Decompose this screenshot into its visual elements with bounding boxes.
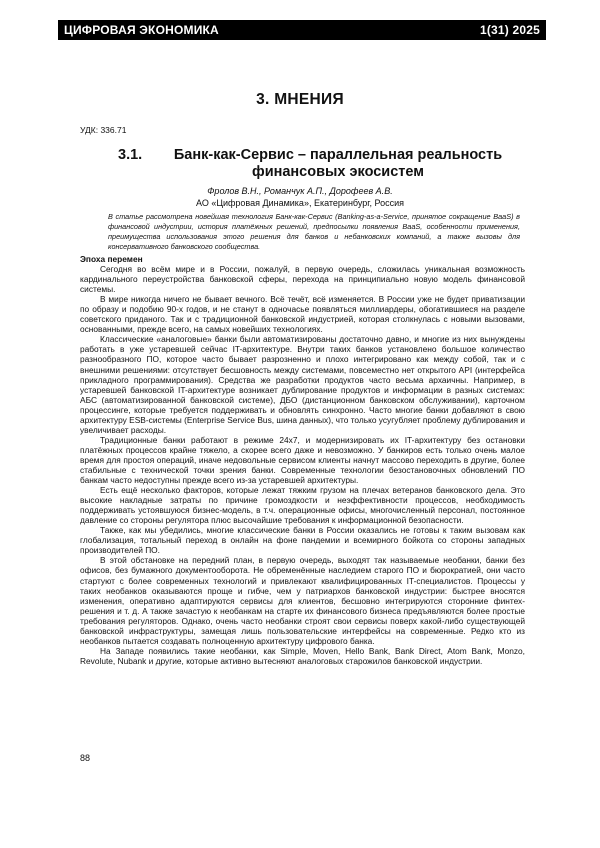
paragraph: Есть ещё несколько факторов, которые лежат тяжким грузом на плечах ветеранов банковского дела. Это высокие накладные затраты по причине громоздкости и неэффективности процессов, необходимость поддерживать устоявшуюся бизнес-модель, в т.ч. операционные офисы, многочисленный персонал, постоянное давление со стороны регулятора плюс высочайшие требования к информационной безопасности.: [80, 485, 525, 525]
subheading: Эпоха перемен: [80, 254, 525, 264]
paragraph: Сегодня во всём мире и в России, пожалуй, в первую очередь, сложилась уникальная возможность кардинального переустройства банковской сферы, перехода на принципиально новую модель финансовой системы.: [80, 264, 525, 294]
journal-header-bar: [58, 20, 546, 40]
udc-code: УДК: 336.71: [80, 125, 126, 135]
paragraph: Также, как мы убедились, многие классические банки в России оказались не готовы к таким вызовам как глобализация, тотальный переход в онлайн на фоне пандемии и всемирного бойкота со стороны западных производителей ПО.: [80, 525, 525, 555]
journal-name: ЦИФРОВАЯ ЭКОНОМИКА: [64, 23, 219, 37]
paragraph: На Западе появились такие необанки, как Simple, Moven, Hello Bank, Bank Direct, Atom Bank, Monzo, Revolute, Nubank и другие, которые активно вытесняют аналоговых старожилов банковской индустрии.: [80, 646, 525, 666]
article-number: 3.1.: [118, 147, 142, 164]
article-body: [80, 254, 525, 666]
article-title-text: Банк-как-Сервис – параллельная реальность финансовых экосистем: [158, 147, 518, 181]
authors-block: [80, 186, 520, 209]
author-names: Фролов В.Н., Романчук А.П., Дорофеев А.В.: [80, 186, 520, 198]
paragraph: Классические «аналоговые» банки были автоматизированы достаточно давно, и многие из них вынуждены работать в уже устаревшей сейчас IT-архитектуре. Внутри таких банков установлено большое количество разнообразного ПО, которое часто бывает разрозненно и плохо интегрировано как между собой, так и с внешними решениями: отсутствует бесшовность между системами, повсеместно нет открытого API (интерфейса прикладного программирования). Средства же разработки продуктов часто весьма архаичны. Например, в устаревшей банковской IT-архитектуре возникает дублирование продуктов и информации в разных системах: АБС (автоматизированной банковской системе), ДБО (дистанционном банковском обслуживании), карточном процессинге, которые требуется поддерживать и обновлять синхронно. Часто многие банки добавляют в свою архитектуру ESB-системы (Enterprise Service Bus, шина данных), что только усугубляет проблему дублирования и увеличивает расходы.: [80, 334, 525, 434]
page-number: 88: [80, 753, 90, 763]
journal-issue: 1(31) 2025: [480, 23, 540, 37]
section-title: 3. МНЕНИЯ: [0, 91, 600, 109]
author-affiliation: АО «Цифровая Динамика», Екатеринбург, Россия: [80, 198, 520, 210]
article-abstract: В статье рассмотрена новейшая технология Банк-как-Сервис (Banking-as-a-Service, принятое сокращение BaaS) в финансовой индустрии, история платёжных решений, предпосылки появления BaaS, особенности применения, преимущества использования этого решения для банков и небанковских компаний, а также вызовы для консервативного банковского сообщества.: [108, 212, 520, 252]
paragraph: В этой обстановке на передний план, в первую очередь, выходят так называемые необанки, банки без офисов, без бумажного документооборота. Не обременённые наследием старого ПО и бюрократией, они часто стартуют с более современных технологий и привлекают квалифицированных IT-специалистов. Процессы у таких необанков оказываются проще и гибче, чем у патриархов банковской индустрии: быстрее вносятся изменения, оперативно адаптируются сервисы для клиентов, бесшовно интегрируются сторонние финтех-решения и т. д. А также зачастую к необанкам на старте их финансового бизнеса предъявляются более простые требования регуляторов. Однако, очень часто необанки строят свои сервисы поверх какой-либо существующей банковской инфраструктуры, замещая лишь пользовательские интерфейсы на современные. Редко кто из необанков пытается создавать полноценную архитектуру цифрового банка.: [80, 555, 525, 645]
paragraph: Традиционные банки работают в режиме 24x7, и модернизировать их IT-архитектуру без остановки платёжных процессов крайне тяжело, а скорее всего даже и невозможно. У банкиров есть только очень малое время для простоя операций, иначе недовольные сервисом клиенты начнут массово переходить в другие, более стабильные с технической точки зрения банки. Современные технологии безостановочных обновлений ПО банкам часто недоступны прежде всего из-за устаревшей архитектуры.: [80, 435, 525, 485]
paragraph: В мире никогда ничего не бывает вечного. Всё течёт, всё изменяется. В России уже не будет приватизации по образу и подобию 90-х годов, и не станут в одночасье появляться миллиардеры, обогатившиеся на разделе советского приданого. Так и с традиционной банковской индустрией, которая столкнулась с новыми вызовами, основанными, прежде всего, на самых новейших технологиях.: [80, 294, 525, 334]
